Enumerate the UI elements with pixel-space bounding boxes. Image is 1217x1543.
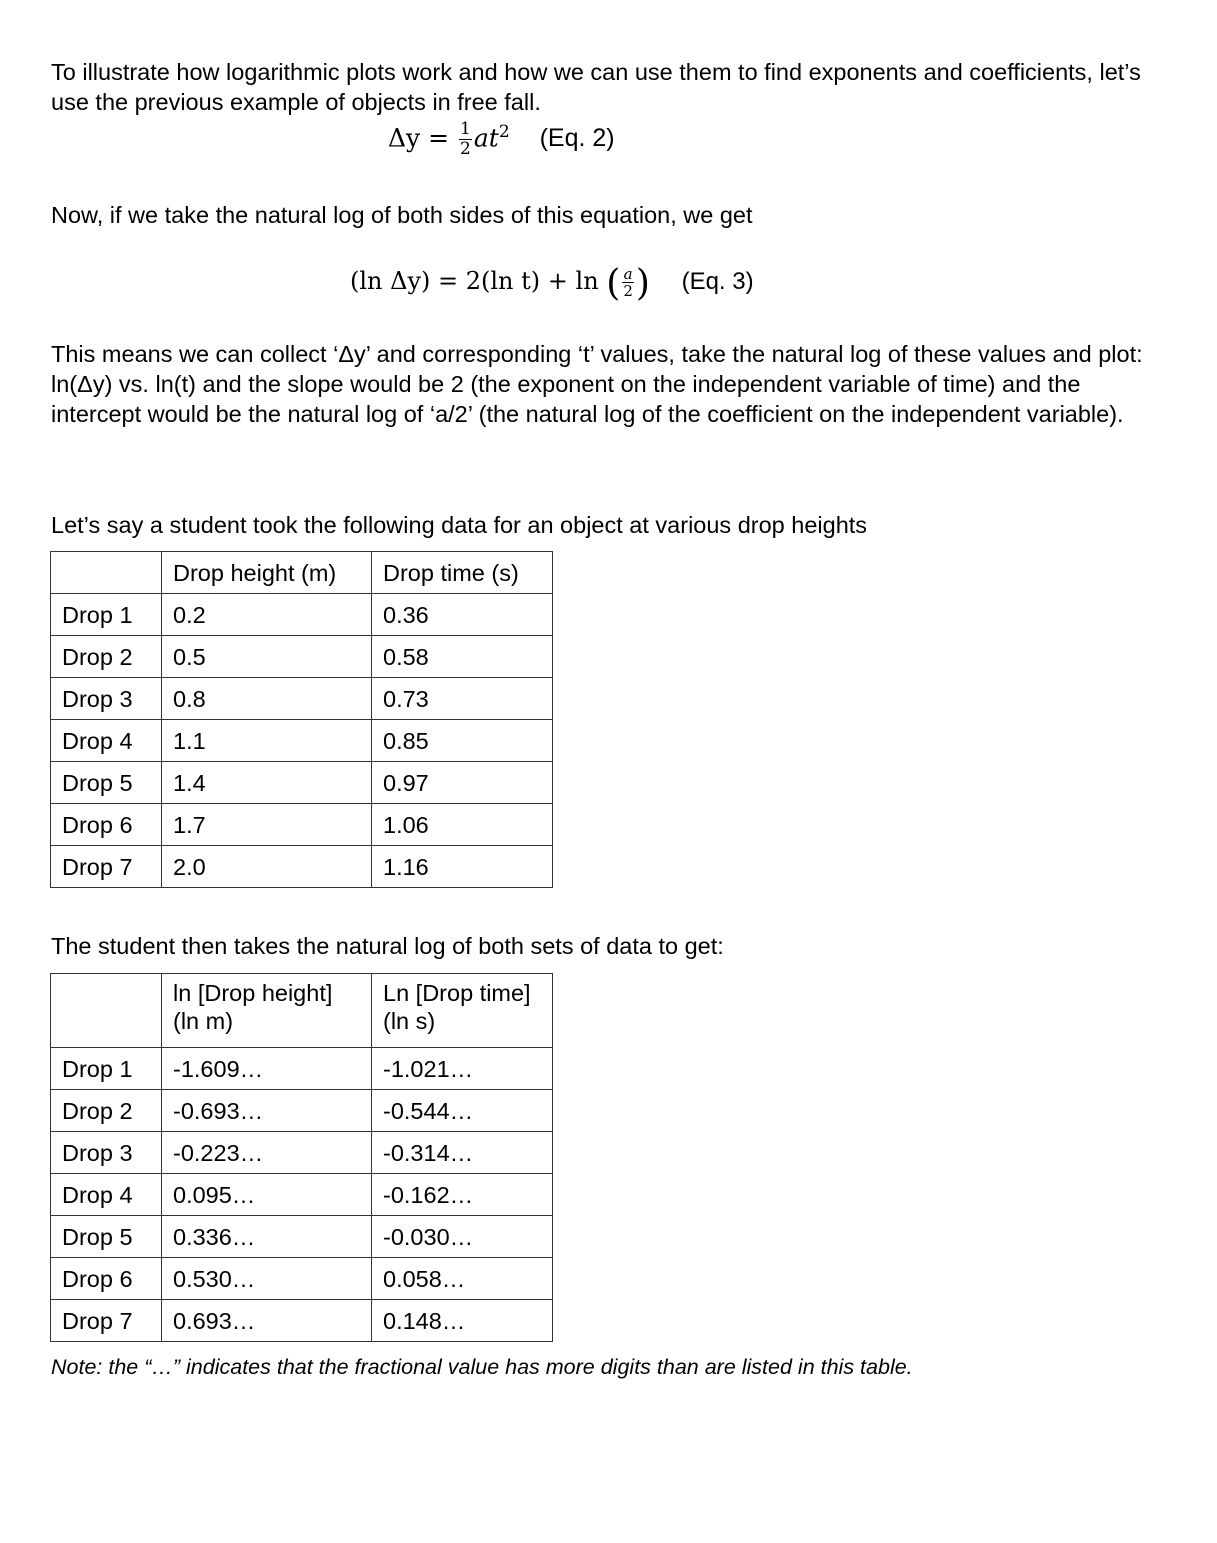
intro-paragraph: To illustrate how logarithmic plots work and how we can use them to find exponents and coefficients, let’s use the previous example of objects in free fall.: [51, 59, 1141, 115]
table-cell: -0.314…: [372, 1132, 553, 1174]
table-cell: 1.06: [372, 804, 553, 846]
table-header-cell: Drop time (s): [372, 552, 553, 594]
table-cell: Drop 3: [51, 1132, 162, 1174]
eq3-fraction: [622, 266, 634, 299]
eq3-denominator: 2: [623, 282, 633, 300]
eq2-numerator: 1: [460, 119, 471, 140]
table-row: [51, 1174, 553, 1216]
eq2-rhs: at: [473, 123, 499, 153]
eq3-open-paren: (: [606, 263, 621, 304]
table-cell: -1.609…: [162, 1048, 372, 1090]
table-cell: 0.2: [162, 594, 372, 636]
table-row: [51, 1216, 553, 1258]
table-header-cell: Drop height (m): [162, 552, 372, 594]
table-cell: 1.16: [372, 846, 553, 888]
table-cell: Drop 5: [51, 1216, 162, 1258]
table-cell: -0.693…: [162, 1090, 372, 1132]
table-cell: 0.97: [372, 762, 553, 804]
table-row: [51, 594, 553, 636]
table-cell: 0.8: [162, 678, 372, 720]
now-paragraph: Now, if we take the natural log of both sides of this equation, we get: [51, 202, 753, 228]
table-row: [51, 1090, 553, 1132]
table-row: [51, 1048, 553, 1090]
table-header-cell: [372, 974, 553, 1048]
then-paragraph: The student then takes the natural log of both sets of data to get:: [51, 933, 724, 959]
table-cell: 0.693…: [162, 1300, 372, 1342]
table-header-cell: [51, 552, 162, 594]
table-cell: 0.73: [372, 678, 553, 720]
table-cell: Drop 6: [51, 804, 162, 846]
table-cell: 0.148…: [372, 1300, 553, 1342]
table-cell: Drop 4: [51, 720, 162, 762]
eq2-denominator: 2: [460, 139, 471, 160]
header-line: (ln s): [383, 1008, 436, 1034]
table-cell: 1.1: [162, 720, 372, 762]
header-line: Ln [Drop time]: [383, 980, 531, 1006]
table-cell: 0.058…: [372, 1258, 553, 1300]
table-header-cell: [51, 974, 162, 1048]
table-cell: 0.58: [372, 636, 553, 678]
table-row: [51, 1300, 553, 1342]
table-row: [51, 762, 553, 804]
table-cell: Drop 5: [51, 762, 162, 804]
table-cell: 1.7: [162, 804, 372, 846]
equation-3: [350, 263, 754, 304]
table-cell: 0.85: [372, 720, 553, 762]
table-cell: -0.030…: [372, 1216, 553, 1258]
table-cell: -0.162…: [372, 1174, 553, 1216]
table-row: [51, 1132, 553, 1174]
header-line: ln [Drop height]: [173, 980, 333, 1006]
table-cell: -0.223…: [162, 1132, 372, 1174]
header-line: (ln m): [173, 1008, 234, 1034]
eq3-left: (ln Δy) = 2(ln t) + ln: [350, 267, 599, 295]
table-cell: Drop 6: [51, 1258, 162, 1300]
table-cell: 2.0: [162, 846, 372, 888]
eq2-fraction: [459, 120, 472, 159]
eq2-label: (Eq. 2): [539, 124, 615, 153]
table-cell: Drop 7: [51, 846, 162, 888]
equation-2: [388, 117, 615, 159]
table-cell: 0.336…: [162, 1216, 372, 1258]
table-cell: Drop 4: [51, 1174, 162, 1216]
log-data-table: [50, 973, 553, 1342]
table-cell: -0.544…: [372, 1090, 553, 1132]
table-row: [51, 636, 553, 678]
table-header-row: [51, 552, 553, 594]
say-paragraph: Let’s say a student took the following data for an object at various drop heights: [51, 512, 868, 538]
table-row: [51, 804, 553, 846]
eq2-lhs: Δy =: [388, 123, 450, 153]
means-paragraph: This means we can collect ‘Δy’ and corresponding ‘t’ values, take the natural log of these values and plot: ln(Δy) vs. ln(t) and the slope would be 2 (the exponent on the independent variable of time) and the intercept would be the natural log of ‘a/2’ (the natural log of the coefficient on the independent variable).: [51, 341, 1143, 427]
table-cell: 1.4: [162, 762, 372, 804]
eq3-numerator: a: [623, 265, 633, 283]
table-cell: 0.5: [162, 636, 372, 678]
table-cell: 0.36: [372, 594, 553, 636]
drop-data-table: [50, 551, 553, 888]
eq2-exponent: 2: [498, 122, 510, 142]
table-cell: Drop 2: [51, 1090, 162, 1132]
eq3-label: (Eq. 3): [681, 268, 754, 295]
eq3-close-paren: ): [635, 263, 650, 304]
table-row: [51, 846, 553, 888]
table-cell: -1.021…: [372, 1048, 553, 1090]
table-row: [51, 678, 553, 720]
table-cell: 0.095…: [162, 1174, 372, 1216]
table-cell: Drop 2: [51, 636, 162, 678]
table-cell: Drop 1: [51, 1048, 162, 1090]
table-cell: Drop 7: [51, 1300, 162, 1342]
table-note: Note: the “…” indicates that the fractional value has more digits than are listed in this table.: [51, 1355, 913, 1379]
table-row: [51, 720, 553, 762]
table-cell: Drop 1: [51, 594, 162, 636]
table-cell: 0.530…: [162, 1258, 372, 1300]
table-cell: Drop 3: [51, 678, 162, 720]
table-header-cell: [162, 974, 372, 1048]
table-row: [51, 1258, 553, 1300]
table-header-row: [51, 974, 553, 1048]
